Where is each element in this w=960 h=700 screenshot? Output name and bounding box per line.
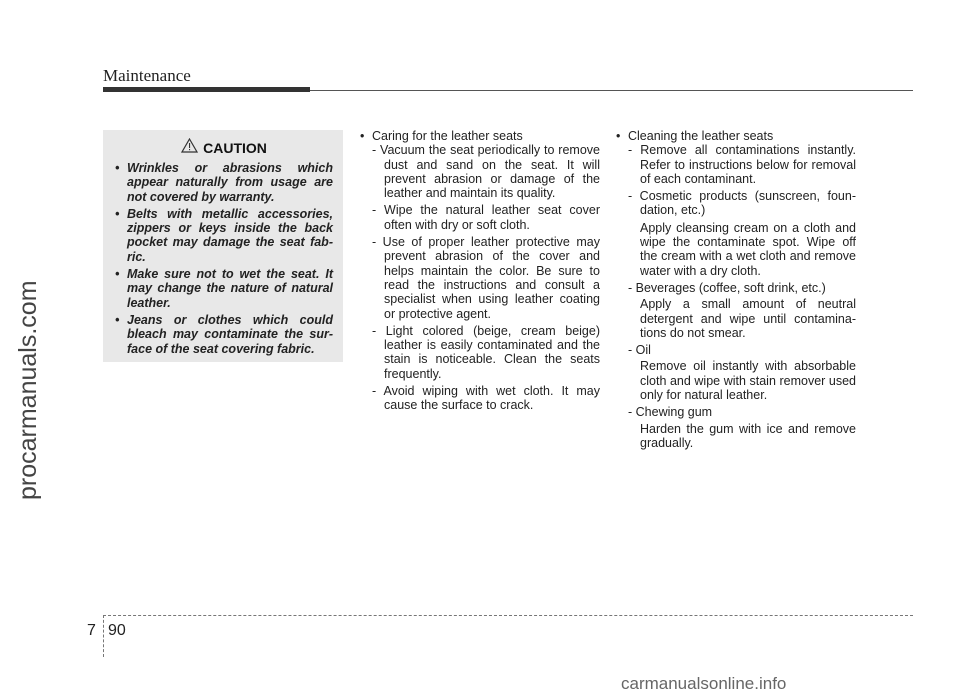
caution-item: • Wrinkles or abrasions which appear naturally from usage are not covered by warranty.: [115, 161, 333, 204]
header-rule-thin: [310, 90, 913, 91]
beverages-instructions: Apply a small amount of neutral detergent and wipe until contamina-tions do not smear.: [640, 297, 856, 340]
footer-watermark: carmanualsonline.info: [621, 674, 787, 693]
caring-item: - Use of proper leather protective may prevent abrasion of the cover and helps maintain the color. Be sure to read the instructions and consult a specialist when using leather coating or protective agent.: [372, 235, 600, 321]
caring-item: - Avoid wiping with wet cloth. It may cause the surface to crack.: [372, 384, 600, 413]
caution-item: • Jeans or clothes which could bleach may contaminate the sur-face of the seat covering fabric.: [115, 312, 333, 356]
cleaning-section: [616, 129, 856, 453]
caution-header: [115, 138, 333, 158]
page-number: 90: [108, 622, 126, 639]
caring-item: - Wipe the natural leather seat cover often with dry or soft cloth.: [372, 203, 600, 232]
footer-divider: [103, 615, 104, 657]
caution-box: [103, 130, 343, 362]
footer-rule: [103, 615, 913, 616]
warning-triangle-icon: [181, 138, 198, 158]
chewing-gum-heading: - Chewing gum: [628, 405, 713, 420]
caring-section: [360, 129, 600, 416]
cleaning-intro: - Remove all contaminations instantly. Refer to instructions below for removal of each contaminant.: [628, 143, 856, 186]
oil-heading: - Oil: [628, 343, 651, 358]
cosmetic-heading: - Cosmetic products (sunscreen, foun-dation, etc.): [628, 189, 856, 218]
cleaning-title: • Cleaning the leather seats: [616, 129, 774, 143]
caution-item: • Belts with metallic accessories, zippers or keys inside the back pocket may damage the seat fab-ric.: [115, 206, 333, 264]
chewing-gum-instructions: Harden the gum with ice and remove gradually.: [640, 421, 856, 450]
chapter-number: 7: [87, 622, 96, 639]
caring-item: - Vacuum the seat periodically to remove dust and sand on the seat. It will prevent abrasion or damage of the leather and maintain its quality.: [372, 143, 600, 201]
caution-item: • Make sure not to wet the seat. It may change the nature of natural leather.: [115, 267, 333, 310]
caution-list: [115, 161, 333, 356]
caring-item: - Light colored (beige, cream beige) leather is easily contaminated and the stain is noticeable. Clean the seats frequently.: [372, 323, 600, 381]
caring-title: • Caring for the leather seats: [360, 129, 523, 143]
caution-title: CAUTION: [203, 140, 267, 156]
side-watermark: procarmanuals.com: [14, 280, 42, 500]
beverages-heading: - Beverages (coffee, soft drink, etc.): [628, 280, 826, 295]
header-rule-thick: [103, 87, 310, 92]
oil-instructions: Remove oil instantly with absorbable cloth and wipe with stain remover used only for natural leather.: [640, 359, 856, 403]
page-header-title: Maintenance: [103, 66, 191, 85]
cosmetic-instructions: Apply cleansing cream on a cloth and wipe the contaminate spot. Wipe off the cream with a wet cloth and remove water with a dry cloth.: [640, 220, 856, 278]
